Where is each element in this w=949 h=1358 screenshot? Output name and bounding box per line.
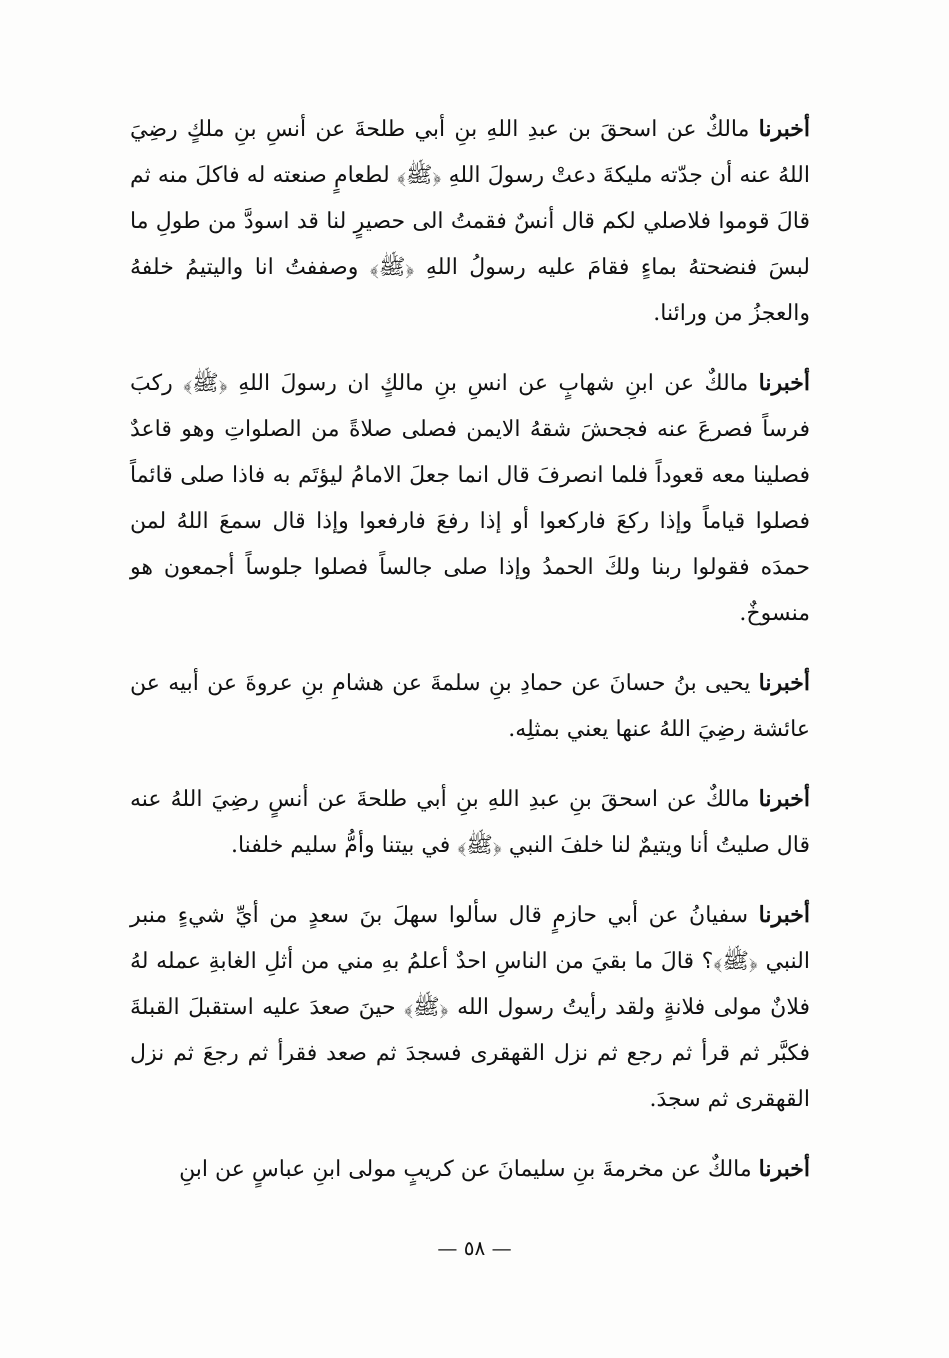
page-number: — ٥٨ —: [437, 1236, 512, 1260]
paragraph-lead: أخبرنا: [758, 1156, 810, 1182]
hadith-paragraph-5: [130, 892, 810, 1123]
paragraph-text: مالكٌ عن اسحقَ بن عبدِ اللهِ بنِ أبي طلحةَ عن أنسِ بنِ ملكٍ رضِيَ اللهُ عنه أن جدّته مليكةَ دعتْ رسولَ اللهِ ﴿ﷺ﴾ لطعامٍ صنعته له فاكلَ منه ثم قالَ قوموا فلاصلي لكم قال أنسٌ فقمتُ الى حصيرٍ لنا قد اسودَّ من طولِ ما لبسَ فنضحتهُ بماءٍ فقامَ عليه رسولُ اللهِ ﴿ﷺ﴾ وصففتُ انا واليتيمُ خلفهُ والعجزُ من ورائنا.: [130, 117, 810, 326]
paragraph-lead: أخبرنا: [758, 902, 810, 928]
hadith-paragraph-4: [130, 776, 810, 869]
main-text: [130, 106, 810, 1216]
paragraph-text: سفيانُ عن أبي حازمٍ قال سألوا سهلَ بنَ سعدٍ من أيِّ شيءٍ منبر النبي ﴿ﷺ﴾؟ قالَ ما بقيَ من الناسِ احدٌ أعلمُ بهِ مني من أثلِ الغابةِ عمله لهُ فلانٌ مولى فلانةٍ ولقد رأيتُ رسول الله ﴿ﷺ﴾ حينَ صعدَ عليه استقبلَ القبلةَ فكبَّر ثم قرأ ثم رجع ثم نزل القهقرى فسجدَ ثم صعد فقرأ ثم رجعَ ثم نزل القهقرى ثم سجدَ.: [130, 903, 810, 1112]
hadith-paragraph-2: [130, 360, 810, 637]
paragraph-text: مالكٌ عن مخرمةَ بنِ سليمانَ عن كريبٍ مولى ابنِ عباسٍ عن ابنِ: [179, 1157, 759, 1182]
hadith-paragraph-1: [130, 106, 810, 337]
paragraph-lead: أخبرنا: [758, 116, 810, 142]
paragraph-lead: أخبرنا: [758, 370, 810, 396]
paragraph-lead: أخبرنا: [758, 786, 810, 812]
hadith-paragraph-6: [130, 1146, 810, 1193]
paragraph-lead: أخبرنا: [758, 670, 810, 696]
hadith-paragraph-3: [130, 660, 810, 753]
paragraph-text: مالكٌ عن اسحقَ بنِ عبدِ اللهِ بنِ أبي طلحةَ عن أنسٍ رضِيَ اللهُ عنه قال صليتُ أنا ويتيمٌ لنا خلفَ النبي ﴿ﷺ﴾ في بيتنا وأمُّ سليم خلفنا.: [130, 787, 810, 858]
paragraph-text: يحيى بنُ حسانَ عن حمادِ بنِ سلمةَ عن هشامِ بنِ عروةَ عن أبيه عن عائشة رضِيَ اللهُ عنها يعني بمثلِه.: [130, 671, 810, 742]
paragraph-text: مالكٌ عن ابنِ شهابٍ عن انسِ بنِ مالكٍ ان رسولَ اللهِ ﴿ﷺ﴾ ركبَ فرساً فصرعَ عنه فجحشَ شقهُ الايمن فصلى صلاةً من الصلواتِ وهو قاعدٌ فصلينا معه قعوداً فلما انصرفَ قال انما جعلَ الامامُ ليؤتَم به فاذا صلى قائماً فصلوا قياماً وإذا ركعَ فاركعوا أو إذا رفعَ فارفعوا وإذا قال سمعَ اللهُ لمن حمدَه فقولوا ربنا ولكَ الحمدُ وإذا صلى جالساً فصلوا جلوساً أجمعون هو منسوخٌ.: [130, 371, 810, 626]
